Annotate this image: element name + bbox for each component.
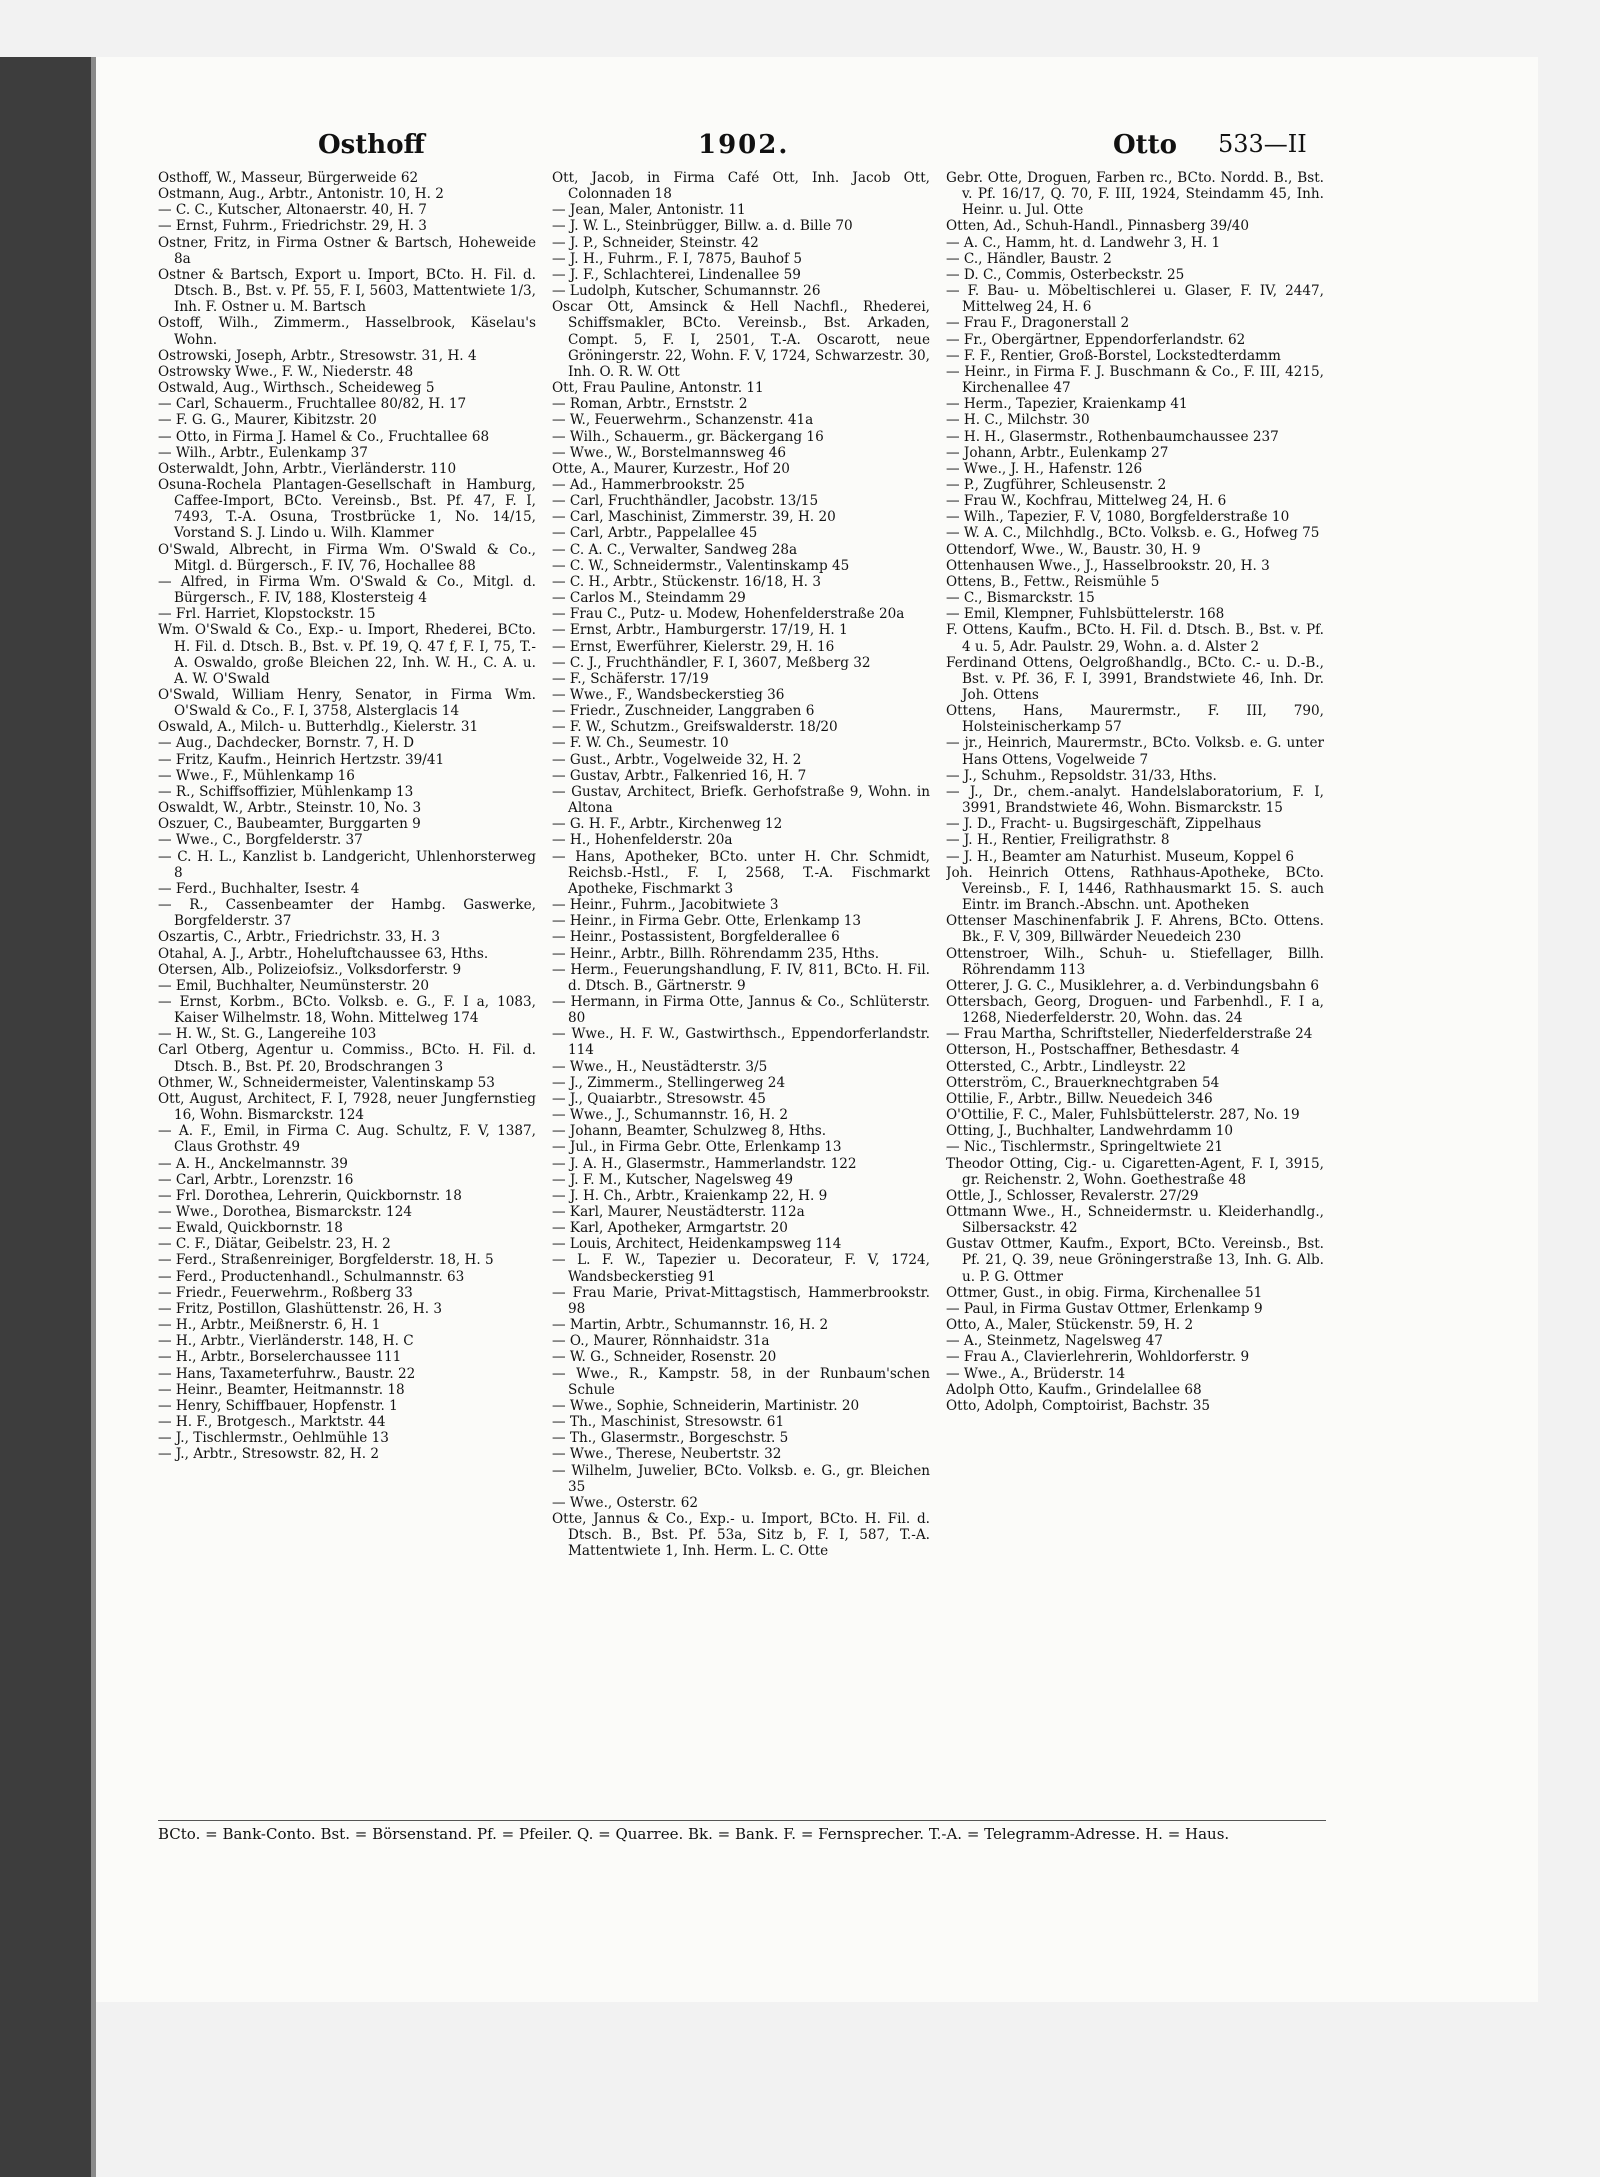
directory-entry: — C. F., Diätar, Geibelstr. 23, H. 2	[158, 1236, 391, 1253]
directory-entry: — Ewald, Quickbornstr. 18	[158, 1220, 343, 1237]
directory-entry: — Paul, in Firma Gustav Ottmer, Erlenkamp 9	[946, 1300, 1263, 1317]
directory-entry: — Martin, Arbtr., Schumannstr. 16, H. 2	[552, 1317, 829, 1334]
directory-entry: — H., Arbtr., Meißnerstr. 6, H. 1	[158, 1317, 381, 1334]
directory-entry: — Wwe., W., Borstelmannsweg 46	[552, 444, 787, 461]
directory-entry: — J. H. Ch., Arbtr., Kraienkamp 22, H. 9	[552, 1187, 828, 1204]
directory-entry: — Heinr., Beamter, Heitmannstr. 18	[158, 1381, 405, 1398]
directory-entry: — Wwe., Osterstr. 62	[552, 1494, 699, 1511]
directory-entry: — J. H., Rentier, Freiligrathstr. 8	[946, 832, 1170, 849]
header-last-entry: Otto	[1113, 130, 1178, 160]
directory-entry: — Henry, Schiffbauer, Hopfenstr. 1	[158, 1397, 398, 1414]
directory-entry: Joh. Heinrich Ottens, Rathhaus-Apotheke, BCto. Vereinsb., F. I, 1446, Rathhausmarkt 15. S. auch Eintr. im Branch.-Abschn. unt. Apotheken	[946, 864, 1324, 914]
directory-entry: Adolph Otto, Kaufm., Grindelallee 68	[946, 1381, 1202, 1398]
directory-entry: — J., Quaiarbtr., Stresowstr. 45	[552, 1090, 766, 1107]
directory-entry: Othmer, W., Schneidermeister, Valentinskamp 53	[158, 1074, 495, 1091]
directory-entry: — J., Dr., chem.-analyt. Handelslaboratorium, F. I, 3991, Brandstwiete 46, Wohn. Bismarckstr. 15	[946, 783, 1324, 817]
directory-entry: — Wwe., F., Mühlenkamp 16	[158, 767, 355, 784]
directory-entry: — Frau A., Clavierlehrerin, Wohldorferstr. 9	[946, 1349, 1250, 1366]
directory-entry: — C. J., Fruchthändler, F. I, 3607, Meßberg 32	[552, 654, 871, 671]
directory-entry: — Fr., Obergärtner, Eppendorferlandstr. 62	[946, 331, 1246, 348]
directory-entry: Otto, A., Maler, Stückenstr. 59, H. 2	[946, 1317, 1194, 1334]
directory-entry: — D. C., Commis, Osterbeckstr. 25	[946, 266, 1185, 283]
directory-entry: — J., Schuhm., Repsoldstr. 31/33, Hths.	[946, 767, 1217, 784]
directory-entry: — H., Arbtr., Vierländerstr. 148, H. C	[158, 1333, 414, 1350]
directory-entry: — J. F. M., Kutscher, Nagelsweg 49	[552, 1171, 793, 1188]
directory-entry: — F. F., Rentier, Groß-Borstel, Lockstedterdamm	[946, 347, 1281, 364]
directory-entry: Osuna-Rochela Plantagen-Gesellschaft in Hamburg, Caffee-Import, BCto. Vereinsb., Bst. Pf. 47, F. I, 7493, T.-A. Osuna, Trostbrücke 1, No. 14/15, Vorstand S. J. Lindo u. Wilh. Klammer	[158, 476, 536, 542]
footer-rule	[158, 1820, 1326, 1821]
directory-entry: — Herm., Feuerungshandlung, F. IV, 811, BCto. H. Fil. d. Dtsch. B., Gärtnerstr. 9	[552, 961, 930, 994]
directory-entry: — H. W., St. G., Langereihe 103	[158, 1026, 377, 1043]
directory-entry: — J. D., Fracht- u. Bugsirgeschäft, Zippelhaus	[946, 816, 1262, 833]
directory-entry: Otto, Adolph, Comptoirist, Bachstr. 35	[946, 1397, 1210, 1414]
directory-entry: Otten, Ad., Schuh-Handl., Pinnasberg 39/40	[946, 218, 1250, 235]
directory-entry: — O., Maurer, Rönnhaidstr. 31a	[552, 1333, 770, 1350]
directory-entry: Gustav Ottmer, Kaufm., Export, BCto. Vereinsb., Bst. Pf. 21, Q. 39, neue Gröningerstraße 13, Inh. G. Alb. u. P. G. Ottmer	[946, 1236, 1324, 1285]
scan-edge	[0, 57, 91, 2177]
directory-entry: Carl Otberg, Agentur u. Commiss., BCto. H. Fil. d. Dtsch. B., Bst. Pf. 20, Brodschrangen 3	[158, 1042, 536, 1075]
directory-entry: Otterson, H., Postschaffner, Bethesdastr. 4	[946, 1042, 1240, 1059]
directory-entry: — Wwe., F., Wandsbeckerstieg 36	[552, 687, 785, 703]
directory-entry: — A., Steinmetz, Nagelsweg 47	[946, 1333, 1163, 1350]
directory-entry: Ferdinand Ottens, Oelgroßhandlg., BCto. C.- u. D.-B., Bst. v. Pf. 36, F. I, 3991, Brandstwiete 46, Inh. Dr. Joh. Ottens	[946, 654, 1324, 703]
directory-entry: — Th., Glasermstr., Borgeschstr. 5	[552, 1430, 789, 1447]
directory-entry: — Frau Martha, Schriftsteller, Niederfelderstraße 24	[946, 1026, 1313, 1043]
directory-entry: — Hermann, in Firma Otte, Jannus & Co., Schlüterstr. 80	[552, 993, 930, 1027]
directory-entry: — Gustav, Architect, Briefk. Gerhofstraße 9, Wohn. in Altona	[552, 783, 930, 817]
directory-entry: — J. W. L., Steinbrügger, Billw. a. d. Bille 70	[552, 218, 853, 235]
directory-entry: — Wilh., Tapezier, F. V, 1080, Borgfelderstraße 10	[946, 509, 1290, 526]
directory-entry: — Fritz, Postillon, Glashüttenstr. 26, H. 3	[158, 1300, 442, 1317]
directory-entry: — Ernst, Korbm., BCto. Volksb. e. G., F. I a, 1083, Kaiser Wilhelmstr. 18, Wohn. Mittelweg 174	[158, 993, 536, 1027]
directory-entry: — Carl, Arbtr., Lorenzstr. 16	[158, 1171, 354, 1188]
directory-entry: — Frau F., Dragonerstall 2	[946, 315, 1130, 332]
directory-entry: — Hans, Apotheker, BCto. unter H. Chr. Schmidt, Reichsb.-Hstl., F. I, 2568, T.-A. Fischmarkt Apotheke, Fischmarkt 3	[552, 848, 930, 897]
directory-entry: — C. A. C., Verwalter, Sandweg 28a	[552, 541, 798, 558]
directory-entry: Osthoff, W., Masseur, Bürgerweide 62	[158, 170, 419, 186]
directory-entry: — H. C., Milchstr. 30	[946, 412, 1090, 429]
directory-entry: Otting, J., Buchhalter, Landwehrdamm 10	[946, 1123, 1234, 1140]
directory-entry: — H. H., Glasermstr., Rothenbaumchaussee 237	[946, 428, 1279, 445]
directory-entry: — Heinr., in Firma F. J. Buschmann & Co., F. III, 4215, Kirchenallee 47	[946, 363, 1324, 397]
directory-entry: Ottendorf, Wwe., W., Baustr. 30, H. 9	[946, 541, 1201, 558]
page-content	[158, 130, 1326, 1860]
column-2	[552, 170, 930, 1810]
directory-entry: — Heinr., Arbtr., Billh. Röhrendamm 235, Hths.	[552, 945, 880, 962]
directory-entry: — Carl, Arbtr., Pappelallee 45	[552, 525, 758, 542]
directory-entry: Oszuer, C., Baubeamter, Burggarten 9	[158, 816, 421, 833]
directory-entry: Ostoff, Wilh., Zimmerm., Hasselbrook, Käselau's Wohn.	[158, 315, 536, 348]
directory-entry: Oscar Ott, Amsinck & Hell Nachfl., Rhederei, Schiffsmakler, BCto. Vereinsb., Bst. Arkaden, Compt. 5, F. I, 2501, T.-A. Oscarott, neue Gröningerstr. 22, Wohn. F. V, 1724, Schwarzestr. 30, Inh. O. R. W. Ott	[552, 299, 930, 380]
directory-entry: F. Ottens, Kaufm., BCto. H. Fil. d. Dtsch. B., Bst. v. Pf. 4 u. 5, Adr. Paulstr. 29, Wohn. a. d. Alster 2	[946, 622, 1324, 655]
directory-entry: — J. F., Schlachterei, Lindenallee 59	[552, 266, 801, 283]
directory-entry: Otersen, Alb., Polizeiofsiz., Volksdorferstr. 9	[158, 961, 462, 978]
directory-entry: — Ferd., Straßenreiniger, Borgfelderstr. 18, H. 5	[158, 1252, 494, 1269]
directory-entry: Ott, Jacob, in Firma Café Ott, Inh. Jacob Ott, Colonnaden 18	[552, 170, 930, 203]
directory-entry: — Roman, Arbtr., Ernststr. 2	[552, 396, 748, 413]
directory-entry: — J. A. H., Glasermstr., Hammerlandstr. 122	[552, 1155, 857, 1172]
directory-entry: Ottenstroer, Wilh., Schuh- u. Stiefellager, Billh. Röhrendamm 113	[946, 945, 1324, 978]
directory-entry: — W. A. C., Milchhdlg., BCto. Volksb. e. G., Hofweg 75	[946, 525, 1320, 542]
directory-entry: O'Swald, William Henry, Senator, in Firma Wm. O'Swald & Co., F. I, 3758, Alsterglacis 14	[158, 687, 536, 720]
directory-entry: — L. F. W., Tapezier u. Decorateur, F. V, 1724, Wandsbeckerstieg 91	[552, 1252, 930, 1285]
directory-entry: — Wwe., H., Neustädterstr. 3/5	[552, 1058, 768, 1075]
directory-entry: — Ad., Hammerbrookstr. 25	[552, 476, 745, 493]
directory-entry: — Wwe., Therese, Neubertstr. 32	[552, 1446, 782, 1463]
directory-entry: Ottmann Wwe., H., Schneidermstr. u. Kleiderhandlg., Silbersackstr. 42	[946, 1204, 1324, 1237]
directory-entry: — C., Bismarckstr. 15	[946, 590, 1095, 607]
directory-entry: Osterwaldt, John, Arbtr., Vierländerstr. 110	[158, 460, 457, 477]
directory-entry: — Th., Maschinist, Stresowstr. 61	[552, 1414, 785, 1431]
directory-entry: — Carl, Maschinist, Zimmerstr. 39, H. 20	[552, 509, 836, 526]
directory-entry: — Ludolph, Kutscher, Schumannstr. 26	[552, 283, 821, 300]
directory-entry: — C., Händler, Baustr. 2	[946, 250, 1112, 267]
directory-entry: Oswald, A., Milch- u. Butterhdlg., Kielerstr. 31	[158, 719, 479, 736]
directory-entry: — Ferd., Buchhalter, Isestr. 4	[158, 880, 360, 897]
directory-entry: — Ernst, Fuhrm., Friedrichstr. 29, H. 3	[158, 218, 427, 235]
directory-entry: — F. W., Schutzm., Greifswalderstr. 18/20	[552, 719, 838, 736]
directory-entry: Theodor Otting, Cig.- u. Cigaretten-Agent, F. I, 3915, gr. Reichenstr. 2, Wohn. Goethestraße 48	[946, 1155, 1324, 1188]
directory-entry: — Karl, Apotheker, Armgartstr. 20	[552, 1220, 788, 1237]
directory-entry: — Friedr., Zuschneider, Langgraben 6	[552, 703, 815, 720]
directory-entry: Ottens, Hans, Maurermstr., F. III, 790, Holsteinischerkamp 57	[946, 703, 1324, 736]
directory-entry: — Wilhelm, Juwelier, BCto. Volksb. e. G., gr. Bleichen 35	[552, 1462, 930, 1495]
directory-entry: — J. H., Fuhrm., F. I, 7875, Bauhof 5	[552, 250, 803, 267]
directory-entry: — H. F., Brotgesch., Marktstr. 44	[158, 1414, 386, 1431]
directory-entry: — Emil, Klempner, Fuhlsbüttelerstr. 168	[946, 606, 1225, 623]
directory-entry: — W. G., Schneider, Rosenstr. 20	[552, 1349, 777, 1366]
directory-entry: — H., Hohenfelderstr. 20a	[552, 832, 733, 849]
directory-entry: — Wwe., R., Kampstr. 58, in der Runbaum'schen Schule	[552, 1365, 930, 1398]
directory-entry: Otte, Jannus & Co., Exp.- u. Import, BCto. H. Fil. d. Dtsch. B., Bst. Pf. 53a, Sitz b, F. I, 587, T.-A. Mattentwiete 1, Inh. Herm. L. C. Otte	[552, 1510, 930, 1560]
directory-entry: Ostrowski, Joseph, Arbtr., Stresowstr. 31, H. 4	[158, 347, 477, 364]
directory-entry: — H., Arbtr., Borselerchaussee 111	[158, 1349, 402, 1366]
directory-entry: Oszartis, C., Arbtr., Friedrichstr. 33, H. 3	[158, 929, 441, 946]
directory-entry: Gebr. Otte, Droguen, Farben rc., BCto. Nordd. B., Bst. v. Pf. 16/17, Q. 70, F. III, 1924, Steindamm 45, Inh. Heinr. u. Jul. Otte	[946, 170, 1324, 219]
directory-entry: — Jul., in Firma Gebr. Otte, Erlenkamp 13	[552, 1139, 842, 1156]
directory-entry: Ottersted, C., Arbtr., Lindleystr. 22	[946, 1058, 1187, 1075]
directory-entry: — Carl, Fruchthändler, Jacobstr. 13/15	[552, 493, 819, 510]
directory-entry: — J. P., Schneider, Steinstr. 42	[552, 234, 759, 251]
directory-entry: Oswaldt, W., Arbtr., Steinstr. 10, No. 3	[158, 800, 422, 817]
directory-entry: — Wwe., J. H., Hafenstr. 126	[946, 460, 1143, 477]
directory-entry: Ottersbach, Georg, Droguen- und Farbenhdl., F. I a, 1268, Niederfelderstr. 20, Wohn. das. 24	[946, 993, 1324, 1027]
directory-entry: — W., Feuerwehrm., Schanzenstr. 41a	[552, 412, 814, 429]
directory-entry: — Ferd., Productenhandl., Schulmannstr. 63	[158, 1268, 465, 1285]
directory-entry: — J. H., Beamter am Naturhist. Museum, Koppel 6	[946, 848, 1295, 865]
directory-entry: — Wwe., C., Borgfelderstr. 37	[158, 832, 363, 849]
directory-entry: Ottle, J., Schlosser, Revalerstr. 27/29	[946, 1187, 1199, 1204]
directory-entry: — Otto, in Firma J. Hamel & Co., Fruchtallee 68	[158, 428, 490, 445]
directory-entry: Ostrowsky Wwe., F. W., Niederstr. 48	[158, 363, 414, 380]
directory-entry: — A. C., Hamm, ht. d. Landwehr 3, H. 1	[946, 234, 1221, 251]
directory-entry: — Frau W., Kochfrau, Mittelweg 24, H. 6	[946, 493, 1227, 510]
directory-entry: — Carl, Schauerm., Fruchtallee 80/82, H. 17	[158, 396, 467, 413]
directory-entry: Otte, A., Maurer, Kurzestr., Hof 20	[552, 460, 790, 477]
directory-entry: — Wwe., H. F. W., Gastwirthsch., Eppendorferlandstr. 114	[552, 1026, 930, 1059]
directory-entry: — J., Tischlermstr., Oehlmühle 13	[158, 1430, 389, 1447]
directory-entry: — A. H., Anckelmannstr. 39	[158, 1155, 348, 1172]
directory-entry: — Frl. Harriet, Klopstockstr. 15	[158, 606, 376, 623]
directory-entry: — Friedr., Feuerwehrm., Roßberg 33	[158, 1284, 413, 1301]
directory-entry: — Fritz, Kaufm., Heinrich Hertzstr. 39/41	[158, 751, 445, 768]
directory-entry: Ottenhausen Wwe., J., Hasselbrookstr. 20, H. 3	[946, 557, 1270, 574]
directory-entry: — Gustav, Arbtr., Falkenried 16, H. 7	[552, 767, 807, 784]
column-1	[158, 170, 536, 1810]
directory-entry: — Wilh., Schauerm., gr. Bäckergang 16	[552, 428, 824, 445]
header-first-entry: Osthoff	[318, 130, 425, 160]
directory-entry: — Johann, Beamter, Schulzweg 8, Hths.	[552, 1123, 827, 1140]
directory-entry: — Herm., Tapezier, Kraienkamp 41	[946, 396, 1188, 413]
directory-entry: — Heinr., Fuhrm., Jacobitwiete 3	[552, 897, 779, 914]
directory-entry: — Wwe., Sophie, Schneiderin, Martinistr. 20	[552, 1397, 860, 1414]
directory-entry: — Alfred, in Firma Wm. O'Swald & Co., Mitgl. d. Bürgersch., F. IV, 188, Klostersteig 4	[158, 573, 536, 607]
directory-entry: — Frau Marie, Privat-Mittagstisch, Hammerbrookstr. 98	[552, 1284, 930, 1317]
directory-entry: — R., Schiffsoffizier, Mühlenkamp 13	[158, 783, 414, 800]
directory-entry: — Gust., Arbtr., Vogelweide 32, H. 2	[552, 751, 802, 768]
directory-entry: Ostmann, Aug., Arbtr., Antonistr. 10, H. 2	[158, 186, 444, 203]
directory-entry: Otahal, A. J., Arbtr., Hoheluftchaussee 63, Hths.	[158, 945, 489, 962]
directory-entry: — Emil, Buchhalter, Neumünsterstr. 20	[158, 977, 429, 994]
directory-entry: — Johann, Arbtr., Eulenkamp 27	[946, 444, 1169, 461]
directory-entry: — C. H. L., Kanzlist b. Landgericht, Uhlenhorsterweg 8	[158, 848, 536, 881]
directory-entry: — Heinr., Postassistent, Borgfelderallee 6	[552, 929, 840, 946]
directory-entry: — Frl. Dorothea, Lehrerin, Quickbornstr. 18	[158, 1187, 462, 1204]
directory-entry: — Aug., Dachdecker, Bornstr. 7, H. D	[158, 735, 415, 752]
directory-entry: — Jean, Maler, Antonistr. 11	[552, 202, 746, 219]
directory-entry: Ottens, B., Fettw., Reismühle 5	[946, 573, 1160, 590]
directory-entry: — G. H. F., Arbtr., Kirchenweg 12	[552, 816, 783, 833]
page-number: 533—II	[1218, 130, 1307, 158]
directory-entry: — Heinr., in Firma Gebr. Otte, Erlenkamp 13	[552, 913, 862, 930]
directory-entry: — C. H., Arbtr., Stückenstr. 16/18, H. 3	[552, 573, 821, 590]
directory-entry: O'Ottilie, F. C., Maler, Fuhlsbüttelerstr. 287, No. 19	[946, 1107, 1300, 1124]
directory-entry: — Karl, Maurer, Neustädterstr. 112a	[552, 1204, 805, 1220]
directory-entry: — C. W., Schneidermstr., Valentinskamp 45	[552, 557, 850, 574]
column-3	[946, 170, 1324, 1810]
directory-entry: — Wwe., J., Schumannstr. 16, H. 2	[552, 1107, 788, 1124]
directory-entry: — Ernst, Ewerführer, Kielerstr. 29, H. 16	[552, 638, 835, 655]
directory-entry: — Ernst, Arbtr., Hamburgerstr. 17/19, H. 1	[552, 622, 848, 639]
directory-entry: Ottmer, Gust., in obig. Firma, Kirchenallee 51	[946, 1284, 1263, 1301]
directory-entry: — F., Schäferstr. 17/19	[552, 670, 709, 687]
directory-entry: — F. G. G., Maurer, Kibitzstr. 20	[158, 412, 377, 429]
directory-entry: Ottenser Maschinenfabrik J. F. Ahrens, BCto. Ottens. Bk., F. V, 309, Billwärder Neuedeich 230	[946, 913, 1324, 946]
directory-entry: — Wilh., Arbtr., Eulenkamp 37	[158, 444, 368, 461]
directory-entry: — Hans, Taxameterfuhrw., Baustr. 22	[158, 1365, 416, 1382]
directory-entry: — C. C., Kutscher, Altonaerstr. 40, H. 7	[158, 202, 427, 219]
directory-entry: O'Swald, Albrecht, in Firma Wm. O'Swald & Co., Mitgl. d. Bürgersch., F. IV, 76, Hochallee 88	[158, 541, 536, 574]
directory-entry: — Nic., Tischlermstr., Springeltwiete 21	[946, 1139, 1224, 1156]
directory-entry: — R., Cassenbeamter der Hambg. Gaswerke, Borgfelderstr. 37	[158, 897, 536, 930]
directory-columns	[158, 170, 1326, 1810]
directory-entry: Wm. O'Swald & Co., Exp.- u. Import, Rhederei, BCto. H. Fil. d. Dtsch. B., Bst. v. Pf. 19, Q. 47 f, F. I, 75, T.-A. Oswaldo, große Bleichen 22, Inh. W. H., C. A. u. A. W. O'Swald	[158, 622, 536, 687]
directory-entry: Ottilie, F., Arbtr., Billw. Neuedeich 346	[946, 1090, 1213, 1107]
directory-entry: Ott, Frau Pauline, Antonstr. 11	[552, 380, 764, 397]
directory-entry: Ostwald, Aug., Wirthsch., Scheideweg 5	[158, 380, 435, 397]
directory-entry: — Wwe., A., Brüderstr. 14	[946, 1365, 1126, 1382]
abbreviation-legend: BCto. = Bank-Conto. Bst. = Börsenstand. Pf. = Pfeiler. Q. = Quarree. Bk. = Bank. F. = Fernsprecher. T.-A. = Telegramm-Adresse. H. = Haus.	[158, 1825, 1230, 1843]
header-year: 1902.	[698, 130, 790, 160]
directory-entry: — P., Zugführer, Schleusenstr. 2	[946, 476, 1167, 493]
directory-entry: Ostner & Bartsch, Export u. Import, BCto. H. Fil. d. Dtsch. B., Bst. v. Pf. 55, F. I, 5603, Mattentwiete 1/3, Inh. F. Ostner u. M. Bartsch	[158, 266, 536, 316]
directory-entry: Otterström, C., Brauerknechtgraben 54	[946, 1074, 1220, 1091]
directory-entry: — Carlos M., Steindamm 29	[552, 590, 746, 607]
directory-entry: — Wwe., Dorothea, Bismarckstr. 124	[158, 1204, 412, 1220]
directory-entry: — Frau C., Putz- u. Modew, Hohenfelderstraße 20a	[552, 606, 905, 623]
directory-entry: — F. W. Ch., Seumestr. 10	[552, 735, 729, 752]
directory-entry: — F. Bau- u. Möbeltischlerei u. Glaser, F. IV, 2447, Mittelweg 24, H. 6	[946, 283, 1324, 316]
directory-entry: — Louis, Architect, Heidenkampsweg 114	[552, 1236, 842, 1253]
directory-entry: — A. F., Emil, in Firma C. Aug. Schultz, F. V, 1387, Claus Grothstr. 49	[158, 1123, 536, 1156]
directory-entry: — jr., Heinrich, Maurermstr., BCto. Volksb. e. G. unter Hans Ottens, Vogelweide 7	[946, 735, 1324, 768]
directory-entry: Otterer, J. G. C., Musiklehrer, a. d. Verbindungsbahn 6	[946, 977, 1319, 994]
directory-entry: Ostner, Fritz, in Firma Ostner & Bartsch, Hoheweide 8a	[158, 234, 536, 267]
directory-entry: — J., Arbtr., Stresowstr. 82, H. 2	[158, 1446, 380, 1463]
directory-entry: Ott, August, Architect, F. I, 7928, neuer Jungfernstieg 16, Wohn. Bismarckstr. 124	[158, 1090, 536, 1124]
running-header	[158, 130, 1326, 164]
directory-entry: — J., Zimmerm., Stellingerweg 24	[552, 1074, 786, 1091]
